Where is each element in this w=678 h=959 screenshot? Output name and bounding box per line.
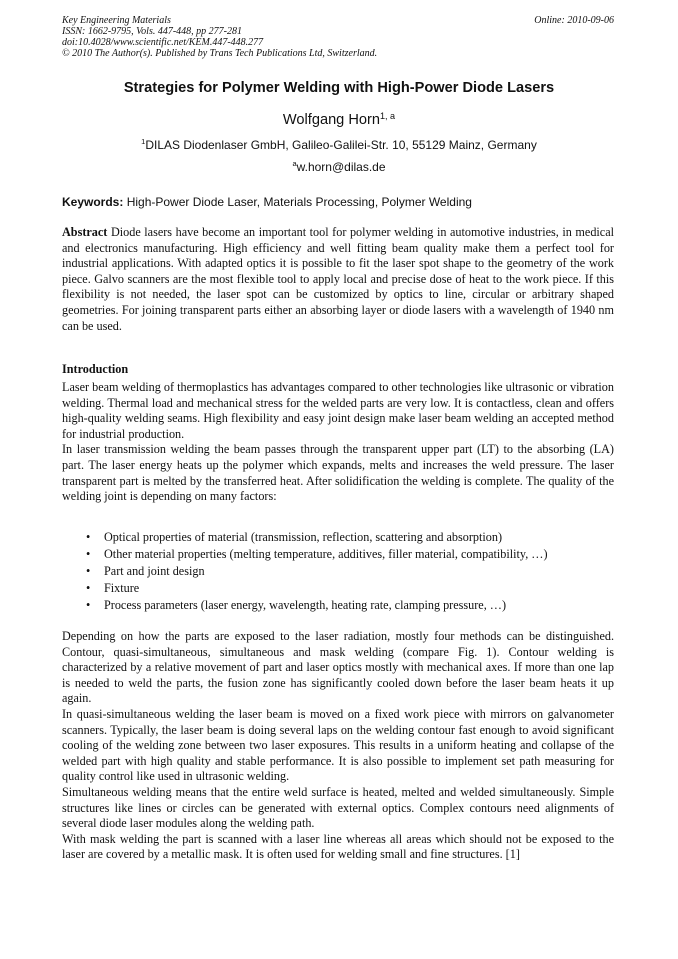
email-text: w.horn@dilas.de	[296, 160, 386, 174]
introduction-paragraph-6: With mask welding the part is scanned with a laser line whereas all areas which should not be exposed to the laser are covered by a metallic mask. It is often used for welding small and fine structures. [1]	[62, 831, 614, 862]
section-heading-introduction: Introduction	[62, 362, 129, 376]
factors-list	[62, 529, 614, 614]
introduction-block	[62, 380, 614, 505]
list-item-text: Process parameters (laser energy, wavelength, heating rate, clamping pressure, …)	[104, 598, 507, 612]
keywords-text: High-Power Diode Laser, Materials Processing, Polymer Welding	[126, 195, 472, 209]
journal-doi: doi:10.4028/www.scientific.net/KEM.447-448.277	[62, 37, 264, 48]
author-name: Wolfgang Horn	[282, 112, 380, 128]
affiliation-mark: 1	[141, 136, 146, 146]
introduction-paragraph-1: Laser beam welding of thermoplastics has advantages compared to other technologies like ultrasonic or vibration welding. Thermal load and mechanical stress for the welded parts are very low. It is contactless, clean and offers high-quality welding seams. High flexibility and easy joint design make laser beam welding an accepted method for industrial production.	[62, 380, 614, 441]
introduction-paragraph-4: In quasi-simultaneous welding the laser beam is moved on a fixed work piece with mirrors on galvanometer scanners. Typically, the laser beam is doing several laps on the welding contour fast enough to avoid significant cooling of the welding zone between two laser exposures. This results in a uniform heating and collapse of the welded part with high quality and stable performance. It is also possible to implement set path measuring for quality control like used in ultrasonic welding.	[62, 706, 614, 784]
email-line	[40, 160, 638, 174]
affiliation-line	[40, 138, 638, 152]
author-line	[40, 112, 638, 128]
list-item	[62, 529, 614, 546]
bullet-icon: •	[86, 530, 91, 544]
introduction-paragraph-3: Depending on how the parts are exposed to the laser radiation, mostly four methods can be distinguished. Contour, quasi-simultaneous, simultaneous and mask welding (compare Fig. 1). Contour welding is characterized by a relative movement of part and laser optics mostly with mechanical axes. If more than one lap is needed to weld the parts, the fusion zone has significantly cooled down before the laser beam heats it up again.	[62, 629, 614, 706]
abstract-text: Diode lasers have become an important tool for polymer welding in automotive industries, in medical and electronics manufacturing. High efficiency and well fitting beam quality make them a perfect tool for industrial applications. With adapted optics it is possible to fit the laser spot shape to the geometry of the work piece. Galvo scanners are the most flexible tool to apply local and precise dose of heat to the work piece. If this flexibility is not needed, the laser spot can be customized by optics to line, circular or arbitrary shaped geometries. For joining transparent parts either an absorbing layer or diode lasers with a wavelength of 1940 nm can be used.	[62, 225, 615, 333]
journal-copyright: © 2010 The Author(s). Published by Trans Tech Publications Ltd, Switzerland.	[62, 48, 378, 59]
list-item-text: Other material properties (melting temperature, additives, filler material, compatibility, …)	[104, 547, 548, 561]
affiliation-text: DILAS Diodenlaser GmbH, Galileo-Galilei-Str. 10, 55129 Mainz, Germany	[145, 138, 537, 152]
introduction-paragraph-2: In laser transmission welding the beam passes through the transparent upper part (LT) to the absorbing (LA) part. The laser energy heats up the polymer which expands, melts and increases the weld pressure. The laser transparent part is melted by the transferred heat. After solidification the welding is complete. The quality of the welding joint is depending on many factors:	[62, 442, 614, 504]
bullet-icon: •	[86, 581, 91, 595]
journal-header	[62, 15, 614, 59]
email-mark: a	[292, 158, 297, 168]
abstract-paragraph	[62, 225, 614, 334]
online-date: Online: 2010-09-06	[534, 15, 614, 26]
list-item-text: Optical properties of material (transmission, reflection, scattering and absorption)	[104, 530, 502, 544]
list-item	[62, 546, 614, 563]
abstract-label: Abstract	[62, 225, 108, 239]
journal-issn: ISSN: 1662-9795, Vols. 447-448, pp 277-281	[62, 26, 242, 37]
introduction-paragraph-5: Simultaneous welding means that the entire weld surface is heated, melted and welded simultaneously. Simple structures like lines or circles can be generated with external optics. Complex contours need alignments of several diode laser modules along the welding path.	[62, 784, 614, 831]
list-item	[62, 597, 614, 614]
list-item-text: Fixture	[104, 581, 140, 595]
list-item-text: Part and joint design	[104, 564, 205, 578]
list-item	[62, 580, 614, 597]
journal-name: Key Engineering Materials	[62, 15, 171, 26]
list-item	[62, 563, 614, 580]
bullet-icon: •	[86, 598, 91, 612]
methods-block	[62, 629, 614, 863]
bullet-icon: •	[86, 564, 91, 578]
bullet-icon: •	[86, 547, 91, 561]
author-marks: 1, a	[379, 110, 396, 121]
keywords-line	[62, 195, 614, 209]
paper-title: Strategies for Polymer Welding with High-Power Diode Lasers	[123, 80, 555, 96]
keywords-label: Keywords:	[62, 195, 124, 209]
